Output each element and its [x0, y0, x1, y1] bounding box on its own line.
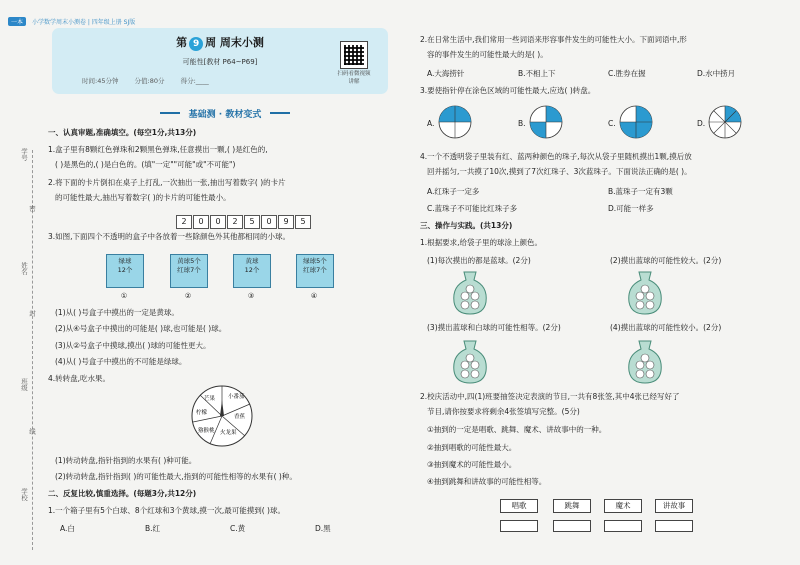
sidebar-class-label: 班级: [20, 378, 28, 391]
lot-label: 讲故事: [655, 499, 693, 513]
q3-sub3: (3)从②号盒子中摸球,摸出( )球的可能性更大。: [55, 341, 211, 350]
choice1-stem: 1.一个箱子里有5个白球、8个红球和3个黄球,摸一次,最可能摸到( )球。: [48, 506, 285, 515]
lot-label: 魔术: [604, 499, 642, 513]
ball-bag-icon[interactable]: [450, 337, 490, 385]
lot-label: 跳舞: [553, 499, 591, 513]
spinner-b-diagram: [528, 104, 564, 140]
q1-line2: ( )是黑色的,( )是白色的。(填"一定""可能"或"不可能"): [55, 160, 236, 169]
lot-label: 唱歌: [500, 499, 538, 513]
sidebar-id-label: 学号: [20, 148, 28, 161]
bag-task: (4)摸出蓝球的可能性较小。(2分): [610, 323, 722, 332]
lot-blank[interactable]: [500, 520, 538, 532]
choice4-option[interactable]: A.红珠子一定多: [427, 187, 480, 196]
qr-code-icon[interactable]: [340, 41, 368, 69]
op1-stem: 1.根据要求,给袋子里的球涂上颜色。: [420, 238, 543, 247]
choice4-option[interactable]: B.蓝珠子一定有3颗: [608, 187, 673, 196]
choice4-option[interactable]: D.可能一样多: [608, 204, 654, 213]
choice2-option[interactable]: D.水中捞月: [697, 69, 736, 78]
choice2-option[interactable]: B.不相上下: [518, 69, 556, 78]
bag-task: (1)每次摸出的都是蓝球。(2分): [427, 256, 531, 265]
ball-box: [233, 254, 271, 288]
choice3-option[interactable]: A.: [427, 119, 435, 128]
op2-rule2: ②抽到唱歌的可能性最大。: [427, 443, 517, 452]
choice1-option[interactable]: B.红: [145, 524, 161, 533]
box-line: 12个: [244, 266, 260, 274]
op2-line1: 2.校庆活动中,四(1)班要抽签决定表演的节目,一共有8张签,其中4张已经写好了: [420, 392, 680, 401]
wheel-label: 小番茄: [228, 394, 245, 400]
box-line: 红球7个: [177, 266, 201, 274]
lot-blank[interactable]: [604, 520, 642, 532]
score-field: 得分:____: [180, 77, 209, 85]
ball-bag-icon[interactable]: [450, 268, 490, 316]
choice1-option[interactable]: D.黑: [315, 524, 331, 533]
number-card: 0: [210, 215, 226, 229]
number-card: 0: [193, 215, 209, 229]
number-card: 5: [244, 215, 260, 229]
number-card: 5: [295, 215, 311, 229]
sidebar-line: 线: [28, 428, 36, 435]
box-number: ④: [310, 292, 318, 300]
total-score: 分值:80分: [134, 77, 165, 85]
ball-box: [296, 254, 334, 288]
series-title: 小学数学周末小测卷 | 四年级上册 SJ版: [31, 19, 136, 26]
q1-line1: 1.盒子里有8颗红色弹珠和2颗黑色弹珠,任意摸出一颗,( )是红色的,: [48, 145, 268, 154]
number-cards: [176, 209, 312, 229]
spinner-c-diagram: [618, 104, 654, 140]
lot-blank[interactable]: [553, 520, 591, 532]
number-card: 2: [176, 215, 192, 229]
choice2-option[interactable]: C.胜券在握: [608, 69, 646, 78]
op2-rule3: ③抽到魔术的可能性最小。: [427, 460, 517, 469]
sidebar-school-label: 学校: [20, 488, 28, 501]
box-number: ②: [184, 292, 192, 300]
ball-box: [106, 254, 144, 288]
choice3-option[interactable]: C.: [608, 119, 616, 128]
box-line: 黄球5个: [177, 257, 201, 265]
choice2-line2: 容的事件发生的可能性最大的是( )。: [427, 50, 548, 59]
box-number: ①: [120, 292, 128, 300]
wheel-label: 香蕉: [234, 414, 246, 420]
choice4-line2: 回并摇匀,一共摸了10次,摸到了7次红珠子、3次蓝珠子。下面说法正确的是( )。: [427, 167, 692, 176]
ball-bag-icon[interactable]: [625, 337, 665, 385]
number-card: 0: [261, 215, 277, 229]
choice3-option[interactable]: D.: [697, 119, 706, 128]
series-header: [8, 17, 135, 26]
banner-meta: [82, 76, 223, 85]
ball-bag-icon[interactable]: [625, 268, 665, 316]
q4-intro: 4.转转盘,吃水果。: [48, 374, 111, 383]
number-card: 9: [278, 215, 294, 229]
part-two-heading: 二、反复比较,慎重选择。(每题3分,共12分): [48, 489, 197, 498]
box-line: 绿球: [118, 257, 132, 265]
lot-blank[interactable]: [655, 520, 693, 532]
part-three-heading: 三、操作与实践。(共13分): [420, 221, 513, 230]
choice4-option[interactable]: C.蓝珠子不可能比红珠子多: [427, 204, 518, 213]
box-line: 绿球5个: [303, 257, 327, 265]
qr-label: 扫码看微视频讲解: [337, 71, 371, 85]
wheel-label: 猕猴桃: [198, 428, 215, 434]
q3-intro: 3.如图,下面四个不透明的盒子中各放着一些除颜色外其他都相同的小球。: [48, 232, 291, 241]
sidebar-name-label: 姓名: [20, 262, 28, 275]
box-line: 12个: [117, 266, 133, 274]
q2-line1: 2.将下面的卡片倒扣在桌子上打乱,一次抽出一张,抽出写着数字( )的卡片: [48, 178, 286, 187]
box-line: 红球7个: [303, 266, 327, 274]
choice2-option[interactable]: A.大海捞针: [427, 69, 465, 78]
choice1-option[interactable]: A.白: [60, 524, 75, 533]
q2-line2: 的可能性最大,抽出写着数字( )的卡片的可能性最小。: [55, 193, 231, 202]
time-limit: 时间:45分钟: [82, 77, 119, 85]
choice1-option[interactable]: C.黄: [230, 524, 246, 533]
q3-sub2: (2)从④号盒子中摸出的可能是( )球,也可能是( )球。: [55, 324, 227, 333]
spinner-a-diagram: [437, 104, 473, 140]
sidebar-secret: 密: [28, 205, 36, 212]
sidebar-seal: 封: [28, 310, 36, 317]
q4-sub1: (1)转动转盘,指针指到的水果有( )种可能。: [55, 456, 197, 465]
choice4-line1: 4.一个不透明袋子里装有红、蓝两种颜色的珠子,每次从袋子里随机摸出1颗,摸后放: [420, 152, 692, 161]
banner-title: [52, 34, 388, 51]
choice3-stem: 3.要使指针停在涂色区域的可能性最大,应选( )转盘。: [420, 86, 596, 95]
wheel-label: 火龙果: [220, 430, 237, 436]
number-card: 2: [227, 215, 243, 229]
bag-task: (2)摸出蓝球的可能性较大。(2分): [610, 256, 722, 265]
op2-rule1: ①抽到的一定是唱歌、跳舞、魔术、讲故事中的一种。: [427, 425, 607, 434]
series-tag: 一本: [8, 17, 26, 26]
wheel-label: 芒果: [204, 396, 216, 402]
wheel-label: 柠檬: [196, 410, 208, 416]
week-suffix: 周 周末小测: [205, 36, 264, 49]
q4-sub2: (2)转动转盘,指针指到( )的可能性最大,指到的可能性相等的水果有( )种。: [55, 472, 297, 481]
op2-line2: 节目,请你按要求将剩余4张签填写完整。(5分): [427, 407, 580, 416]
choice3-option[interactable]: B.: [518, 119, 526, 128]
fruit-wheel-diagram: [190, 384, 254, 448]
q3-sub1: (1)从( )号盒子中摸出的一定是黄球。: [55, 308, 179, 317]
banner-topic: 可能性[教材 P64~P69]: [182, 58, 258, 66]
op2-rule4: ④抽到跳舞和讲故事的可能性相等。: [427, 477, 547, 486]
spinner-d-diagram: [707, 104, 743, 140]
box-number: ③: [247, 292, 255, 300]
bag-task: (3)摸出蓝球和白球的可能性相等。(2分): [427, 323, 561, 332]
section-heading: 基础测 · 教材变式: [160, 107, 290, 119]
week-number: 9: [189, 37, 203, 51]
part-one-heading: 一、认真审题,准确填空。(每空1分,共13分): [48, 128, 197, 137]
ball-box: [170, 254, 208, 288]
box-line: 黄球: [245, 257, 259, 265]
q3-sub4: (4)从( )号盒子中摸出的不可能是绿球。: [55, 357, 187, 366]
week-prefix: 第: [176, 36, 188, 49]
choice2-line1: 2.在日常生活中,我们常用一些词语来形容事件发生的可能性大小。下面词语中,形: [420, 35, 687, 44]
